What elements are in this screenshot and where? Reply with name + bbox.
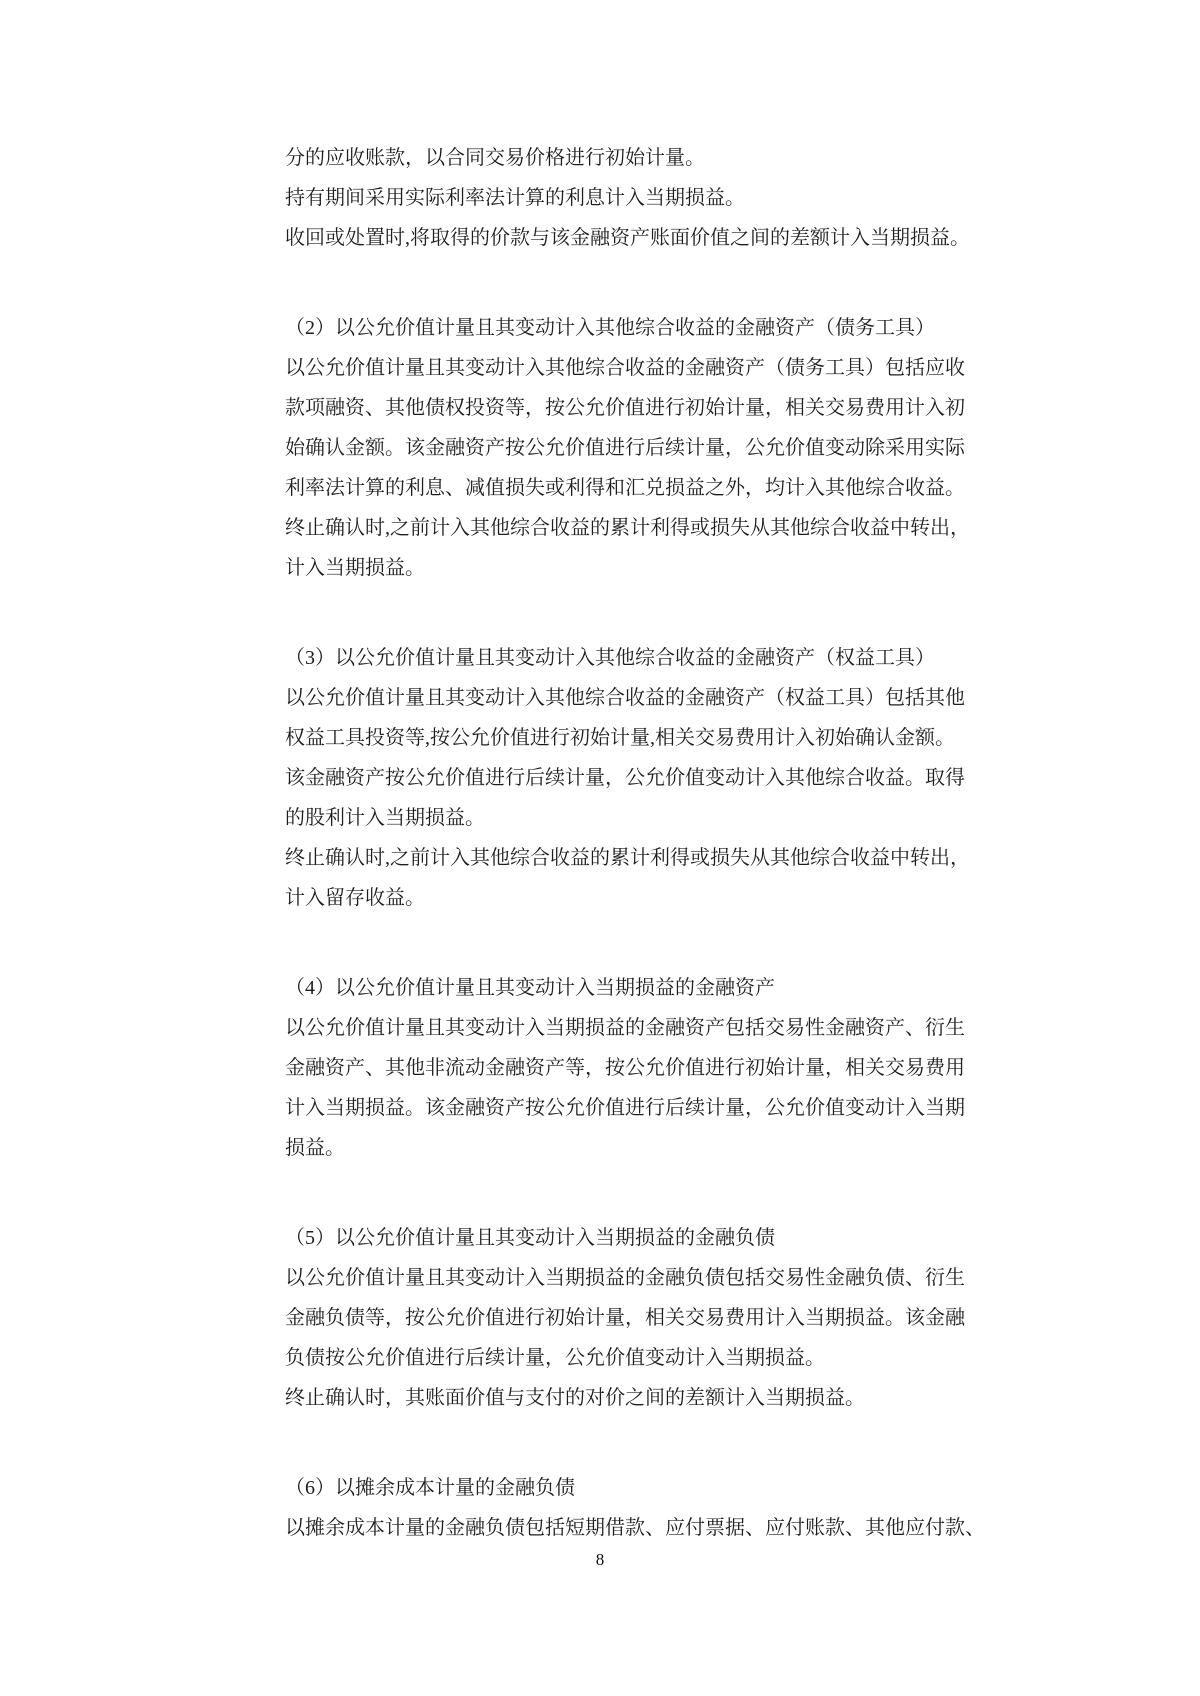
text-line: 计入当期损益。该金融资产按公允价值进行后续计量，公允价值变动计入当期: [285, 1097, 965, 1119]
text-line: 持有期间采用实际利率法计算的利息计入当期损益。: [285, 187, 745, 209]
text-line: 款项融资、其他债权投资等，按公允价值进行初始计量，相关交易费用计入初: [285, 397, 965, 419]
text-line: 收回或处置时,将取得的价款与该金融资产账面价值之间的差额计入当期损益。: [285, 227, 970, 249]
text-line: 终止确认时,之前计入其他综合收益的累计利得或损失从其他综合收益中转出，: [285, 847, 970, 869]
text-line: 金融资产、其他非流动金融资产等，按公允价值进行初始计量，相关交易费用: [285, 1057, 965, 1079]
section-6-amortized-cost-liabilities: [285, 1468, 985, 1548]
section-heading: （4）以公允价值计量且其变动计入当期损益的金融资产: [285, 977, 775, 999]
section-heading: （5）以公允价值计量且其变动计入当期损益的金融负债: [285, 1227, 775, 1249]
text-line: 权益工具投资等,按公允价值进行初始计量,相关交易费用计入初始确认金额。: [285, 727, 955, 749]
text-line: 终止确认时,之前计入其他综合收益的累计利得或损失从其他综合收益中转出，: [285, 517, 970, 539]
page-content: [285, 138, 985, 1548]
text-line: 损益。: [285, 1137, 345, 1159]
text-line: 以摊余成本计量的金融负债包括短期借款、应付票据、应付账款、其他应付款、: [285, 1517, 985, 1539]
intro-paragraph: [285, 138, 975, 258]
section-heading: （2）以公允价值计量且其变动计入其他综合收益的金融资产（债务工具）: [285, 317, 935, 339]
text-line: 以公允价值计量且其变动计入其他综合收益的金融资产（权益工具）包括其他: [285, 687, 965, 709]
text-line: 终止确认时，其账面价值与支付的对价之间的差额计入当期损益。: [285, 1387, 865, 1409]
text-line: 计入当期损益。: [285, 557, 425, 579]
section-5-fvtpl-financial-liabilities: [285, 1218, 975, 1418]
section-2-fvoci-debt-instruments: [285, 308, 975, 588]
text-line: 以公允价值计量且其变动计入当期损益的金融资产包括交易性金融资产、衍生: [285, 1017, 965, 1039]
text-line: 的股利计入当期损益。: [285, 807, 485, 829]
text-line: 计入留存收益。: [285, 887, 425, 909]
text-line: 分的应收账款，以合同交易价格进行初始计量。: [285, 147, 705, 169]
text-line: 以公允价值计量且其变动计入其他综合收益的金融资产（债务工具）包括应收: [285, 357, 965, 379]
section-heading: （3）以公允价值计量且其变动计入其他综合收益的金融资产（权益工具）: [285, 647, 935, 669]
text-line: 该金融资产按公允价值进行后续计量，公允价值变动计入其他综合收益。取得: [285, 767, 965, 789]
text-line: 金融负债等，按公允价值进行初始计量，相关交易费用计入当期损益。该金融: [285, 1307, 965, 1329]
page-number: 8: [595, 1550, 605, 1569]
section-3-fvoci-equity-instruments: [285, 638, 975, 918]
section-4-fvtpl-financial-assets: [285, 968, 975, 1168]
section-heading: （6）以摊余成本计量的金融负债: [285, 1477, 575, 1499]
text-line: 负债按公允价值进行后续计量，公允价值变动计入当期损益。: [285, 1347, 825, 1369]
text-line: 始确认金额。该金融资产按公允价值进行后续计量，公允价值变动除采用实际: [285, 437, 965, 459]
text-line: 以公允价值计量且其变动计入当期损益的金融负债包括交易性金融负债、衍生: [285, 1267, 965, 1289]
text-line: 利率法计算的利息、减值损失或利得和汇兑损益之外，均计入其他综合收益。: [285, 477, 965, 499]
